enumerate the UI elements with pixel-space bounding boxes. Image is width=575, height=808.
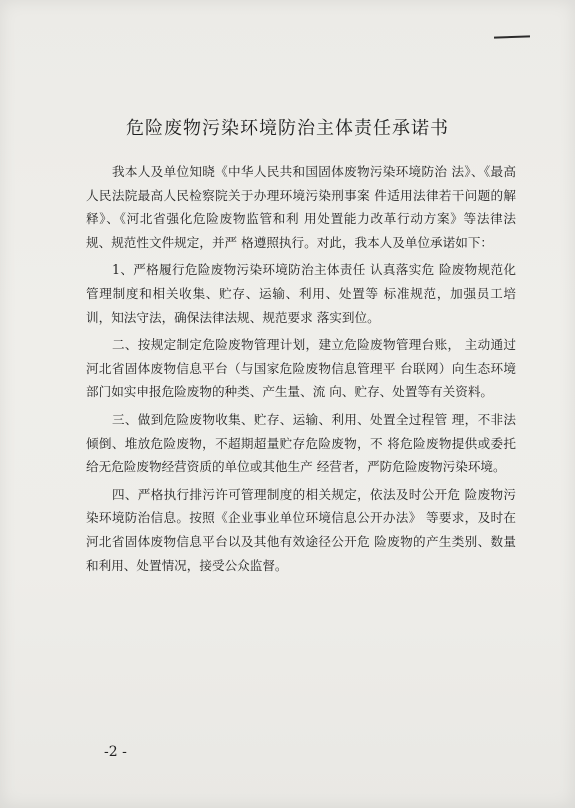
pen-stroke-mark	[494, 35, 530, 38]
document-title: 危险废物污染环境防治主体责任承诺书	[126, 118, 449, 139]
document-body	[86, 160, 516, 581]
paragraph-intro: 我本人及单位知晓《中华人民共和国固体废物污染环境防治 法》、《最高人民法院最高人民检察院关于办理环境污染刑事案 件适用法律若干问题的解释》、《河北省强化危险废物监管和利 用处置能力改革行动方案》等法律法规、规范性文件规定，并严 格遵照执行。对此，我本人及单位承诺如下：	[86, 164, 516, 250]
paragraph-commitment-1: 1、严格履行危险废物污染环境防治主体责任 认真落实危 险废物规范化管理制度和相关收集、贮存、运输、利用、处置等 标准规范，加强员工培训，知法守法，确保法律法规、规范要求 落实到位。	[86, 262, 516, 325]
page-number: -2 -	[104, 744, 127, 760]
paragraph-commitment-3: 三、做到危险废物收集、贮存、运输、利用、处置全过程管 理，不非法倾倒、堆放危险废物，不超期超量贮存危险废物，不 将危险废物提供或委托给无危险废物经营资质的单位或其他生产 经营者，严防危险废物污染环境。	[86, 411, 516, 475]
paragraph-commitment-4: 四、严格执行排污许可管理制度的相关规定，依法及时公开危 险废物污染环境防治信息。按照《企业事业单位环境信息公开办法》 等要求，及时在河北省固体废物信息平台以及其他有效途径公开危 险废物的产生类别、数量和利用、处置情况，接受公众监督。	[86, 486, 516, 573]
paragraph-commitment-2: 二、按规定制定危险废物管理计划，建立危险废物管理台账， 主动通过河北省固体废物信息平台（与国家危险废物信息管理平 台联网）向生态环境部门如实申报危险废物的种类、产生量、流 向、贮存、处置等有关资料。	[86, 337, 516, 400]
